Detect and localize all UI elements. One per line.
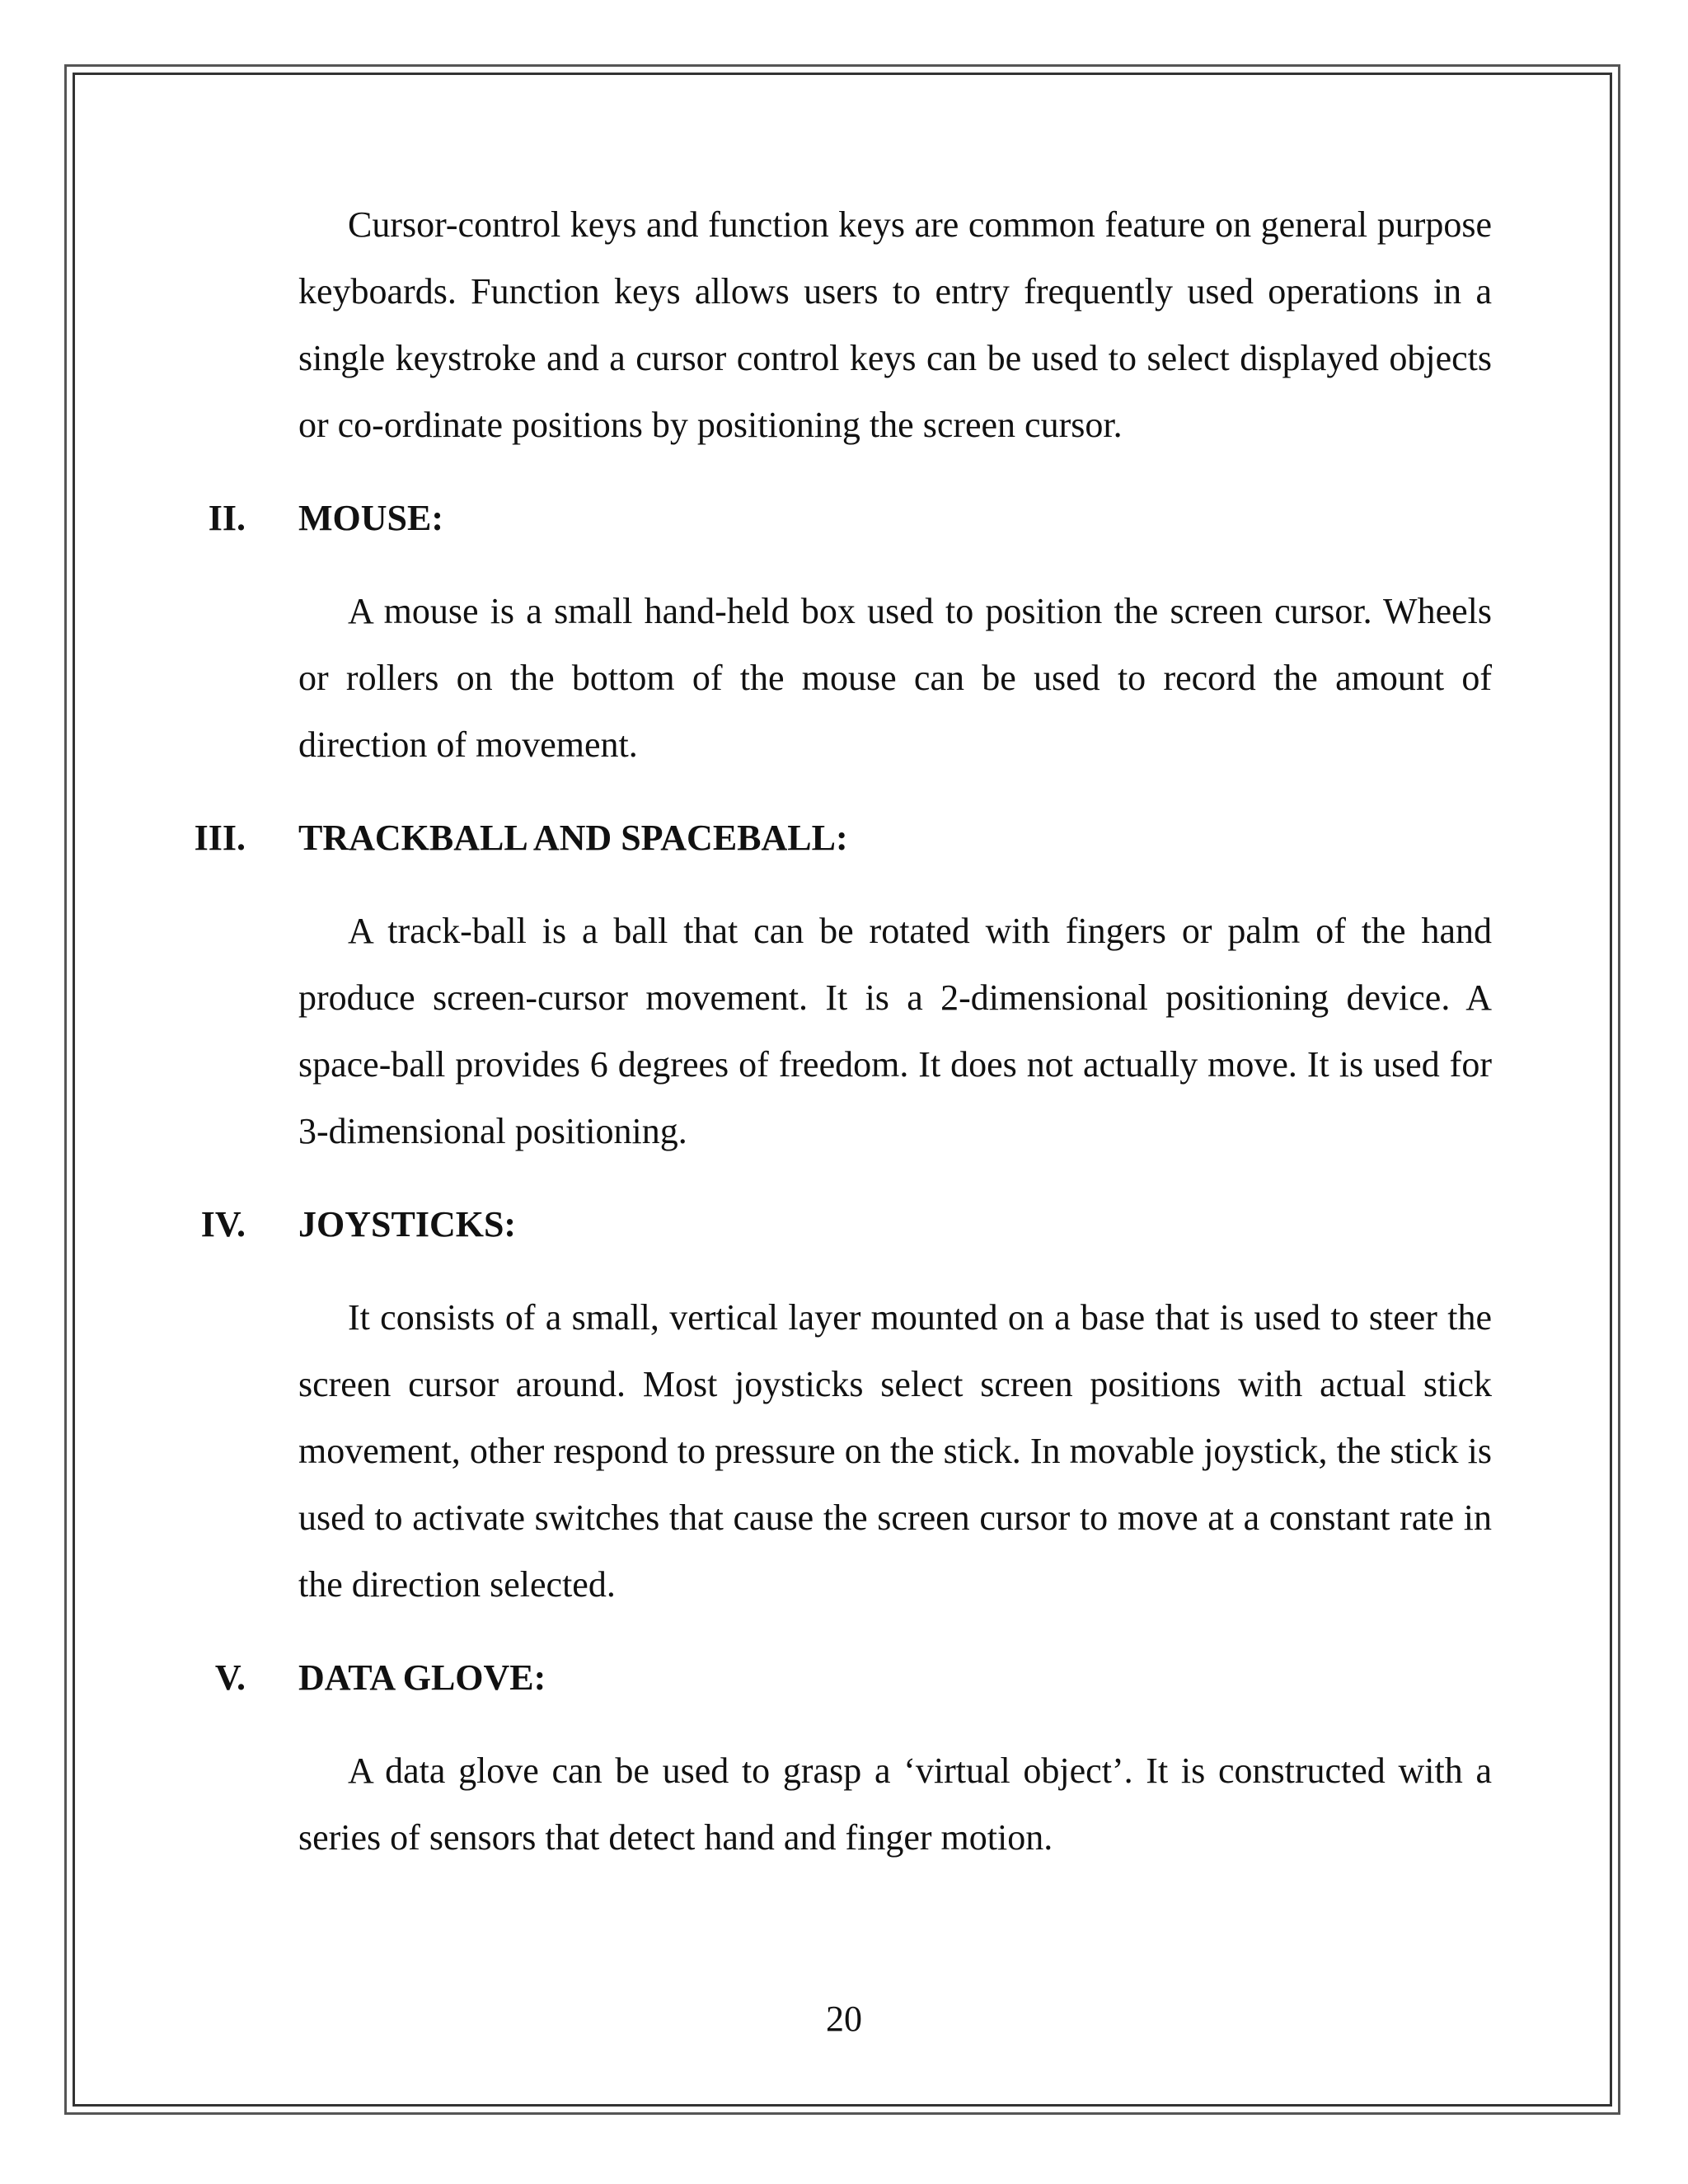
section-paragraph-joysticks: It consists of a small, vertical layer mounted on a base that is used to steer the screen cursor around. Most joysticks select screen positions with actual stick movement, other respond to pressure on the stick. In movable joystick, the stick is used to activate switches that cause the screen cursor to move at a constant rate in the direction selected. xyxy=(298,1297,1492,1605)
section-number: IV. xyxy=(200,1204,246,1244)
section-paragraph-mouse: A mouse is a small hand-held box used to position the screen cursor. Wheels or rollers on the bottom of the mouse can be used to record the amount of direction of movement. xyxy=(298,591,1492,765)
section-heading-data-glove xyxy=(214,1644,1492,1711)
section-title: DATA GLOVE: xyxy=(298,1657,546,1698)
page-number: 20 xyxy=(826,1999,862,2039)
section-number: II. xyxy=(208,498,246,538)
page-content xyxy=(194,191,1492,1871)
intro-paragraph: Cursor-control keys and function keys are common feature on general purpose keyboards. Function keys allows users to entry frequently used operations in a single keystroke and a cursor control keys can be used to select displayed objects or co-ordinate positions by positioning the screen cursor. xyxy=(298,204,1492,445)
section-number: III. xyxy=(194,818,246,858)
section-heading-trackball xyxy=(194,804,1492,871)
section-title: JOYSTICKS: xyxy=(298,1204,517,1244)
section-paragraph-trackball: A track-ball is a ball that can be rotated with fingers or palm of the hand produce screen-cursor movement. It is a 2-dimensional positioning device. A space-ball provides 6 degrees of freedom. It does not actually move. It is used for 3-dimensional positioning. xyxy=(298,911,1492,1151)
section-number: V. xyxy=(214,1657,246,1698)
section-paragraph-data-glove: A data glove can be used to grasp a ‘virtual object’. It is constructed with a series of sensors that detect hand and finger motion. xyxy=(298,1750,1492,1858)
section-heading-joysticks xyxy=(200,1191,1492,1258)
section-heading-mouse xyxy=(208,485,1492,551)
section-title: TRACKBALL AND SPACEBALL: xyxy=(298,818,848,858)
section-title: MOUSE: xyxy=(298,498,443,538)
